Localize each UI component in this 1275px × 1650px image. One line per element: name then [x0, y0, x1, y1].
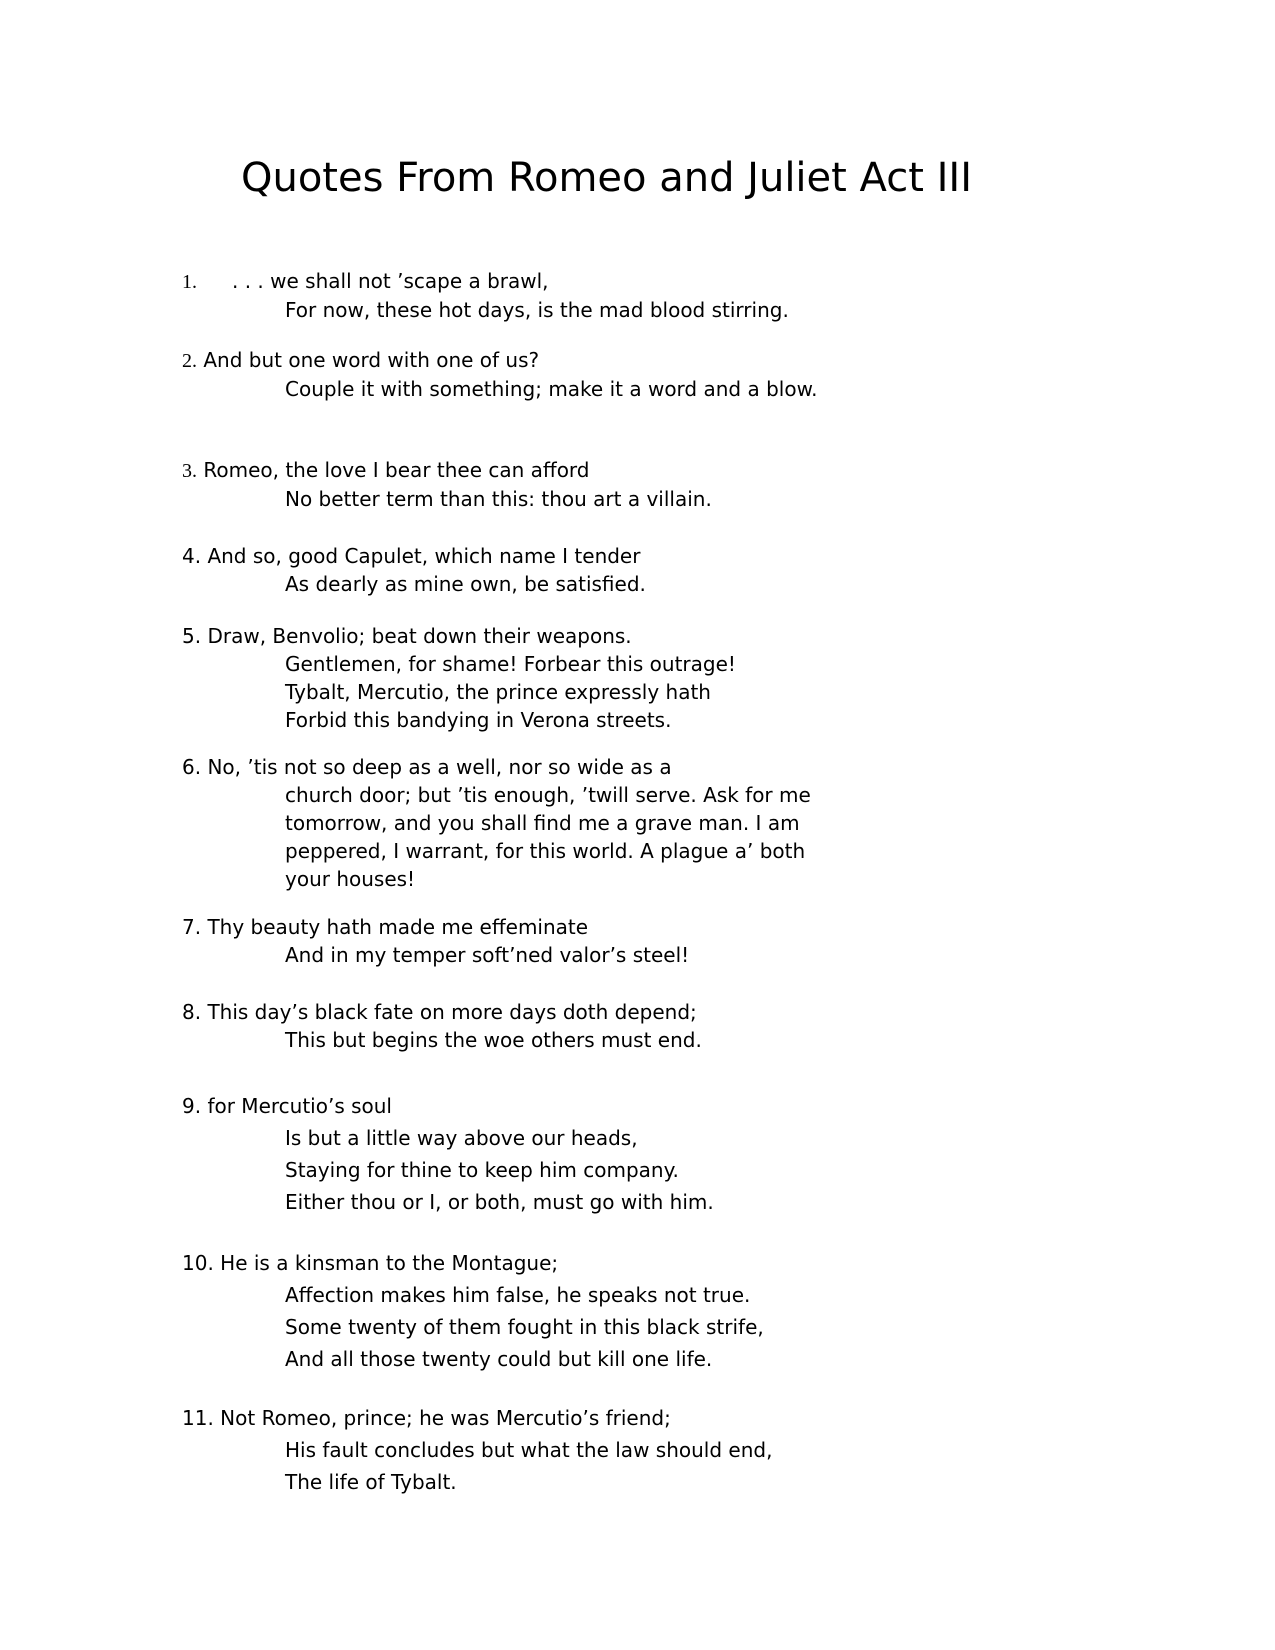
quote-line: Romeo, the love I bear thee can afford [203, 458, 590, 482]
quote-line: No, ’tis not so deep as a well, nor so wide as a [207, 755, 672, 779]
quote-lines [201, 1000, 702, 1052]
quote-line: And but one word with one of us? [203, 348, 540, 372]
quote-number: 7. [182, 915, 202, 939]
quote-item [182, 1247, 1215, 1375]
quote-item [182, 913, 1215, 969]
quote-line: And all those twenty could but kill one life. [285, 1347, 713, 1371]
quote-item [182, 456, 1215, 513]
quote-line: Draw, Benvolio; beat down their weapons. [207, 624, 632, 648]
quote-line: Thy beauty hath made me effeminate [207, 915, 589, 939]
quote-line: Affection makes him false, he speaks not true. [285, 1283, 751, 1307]
quote-line: Forbid this bandying in Verona streets. [285, 708, 672, 732]
quote-lines [214, 1406, 773, 1494]
quote-number: 3. [182, 460, 197, 482]
quote-item [182, 753, 1215, 893]
quote-line: For now, these hot days, is the mad blood stirring. [285, 298, 789, 322]
quote-line: for Mercutio’s soul [207, 1094, 392, 1118]
quote-number: 4. [182, 544, 202, 568]
quote-line: No better term than this: thou art a villain. [285, 487, 712, 511]
quote-lines [201, 915, 689, 967]
quote-lines [232, 269, 789, 322]
quote-lines [201, 755, 811, 891]
quote-lines [201, 1094, 714, 1214]
quote-line: Tybalt, Mercutio, the prince expressly hath [285, 680, 711, 704]
quote-lines [197, 348, 817, 401]
quote-line: The life of Tybalt. [285, 1470, 457, 1494]
quote-number: 9. [182, 1094, 202, 1118]
quote-line: As dearly as mine own, be satisfied. [285, 572, 646, 596]
quote-line: . . . we shall not ’scape a brawl, [232, 269, 549, 293]
quote-item [182, 542, 1215, 598]
quote-item [182, 267, 1215, 324]
quote-item [182, 622, 1215, 734]
quote-lines [197, 458, 712, 511]
quote-item [182, 998, 1215, 1054]
quote-line: church door; but ’tis enough, ’twill serve. Ask for me [285, 783, 811, 807]
quote-line: This but begins the woe others must end. [285, 1028, 702, 1052]
quote-line: This day’s black fate on more days doth depend; [207, 1000, 697, 1024]
quote-line: Gentlemen, for shame! Forbear this outrage! [285, 652, 736, 676]
quote-line: And in my temper soft’ned valor’s steel! [285, 943, 690, 967]
quote-line: Is but a little way above our heads, [285, 1126, 638, 1150]
page-title: Quotes From Romeo and Juliet Act III [241, 155, 972, 201]
quote-number: 10. [182, 1251, 214, 1275]
quote-number: 6. [182, 755, 202, 779]
quote-line: Either thou or I, or both, must go with him. [285, 1190, 714, 1214]
quote-lines [201, 544, 646, 596]
quote-line: His fault concludes but what the law should end, [285, 1438, 773, 1462]
quote-lines [214, 1251, 764, 1371]
quote-number: 2. [182, 350, 197, 372]
quote-number: 5. [182, 624, 202, 648]
quote-number: 1. [182, 271, 197, 293]
quote-line: Staying for thine to keep him company. [285, 1158, 679, 1182]
quote-line: He is a kinsman to the Montague; [220, 1251, 559, 1275]
quote-line: Couple it with something; make it a word and a blow. [285, 377, 818, 401]
quote-line: And so, good Capulet, which name I tender [207, 544, 641, 568]
quote-item [182, 1090, 1215, 1218]
quote-item [182, 346, 1215, 403]
quote-number: 8. [182, 1000, 202, 1024]
quotes-list [182, 267, 1215, 1498]
quote-item [182, 1402, 1215, 1498]
quote-line: tomorrow, and you shall find me a grave man. I am [285, 811, 800, 835]
quote-lines [201, 624, 736, 732]
quote-line: your houses! [285, 867, 416, 891]
quote-line: Some twenty of them fought in this black strife, [285, 1315, 764, 1339]
quote-number: 11. [182, 1406, 214, 1430]
quote-line: peppered, I warrant, for this world. A plague a’ both [285, 839, 806, 863]
quote-line: Not Romeo, prince; he was Mercutio’s friend; [220, 1406, 671, 1430]
